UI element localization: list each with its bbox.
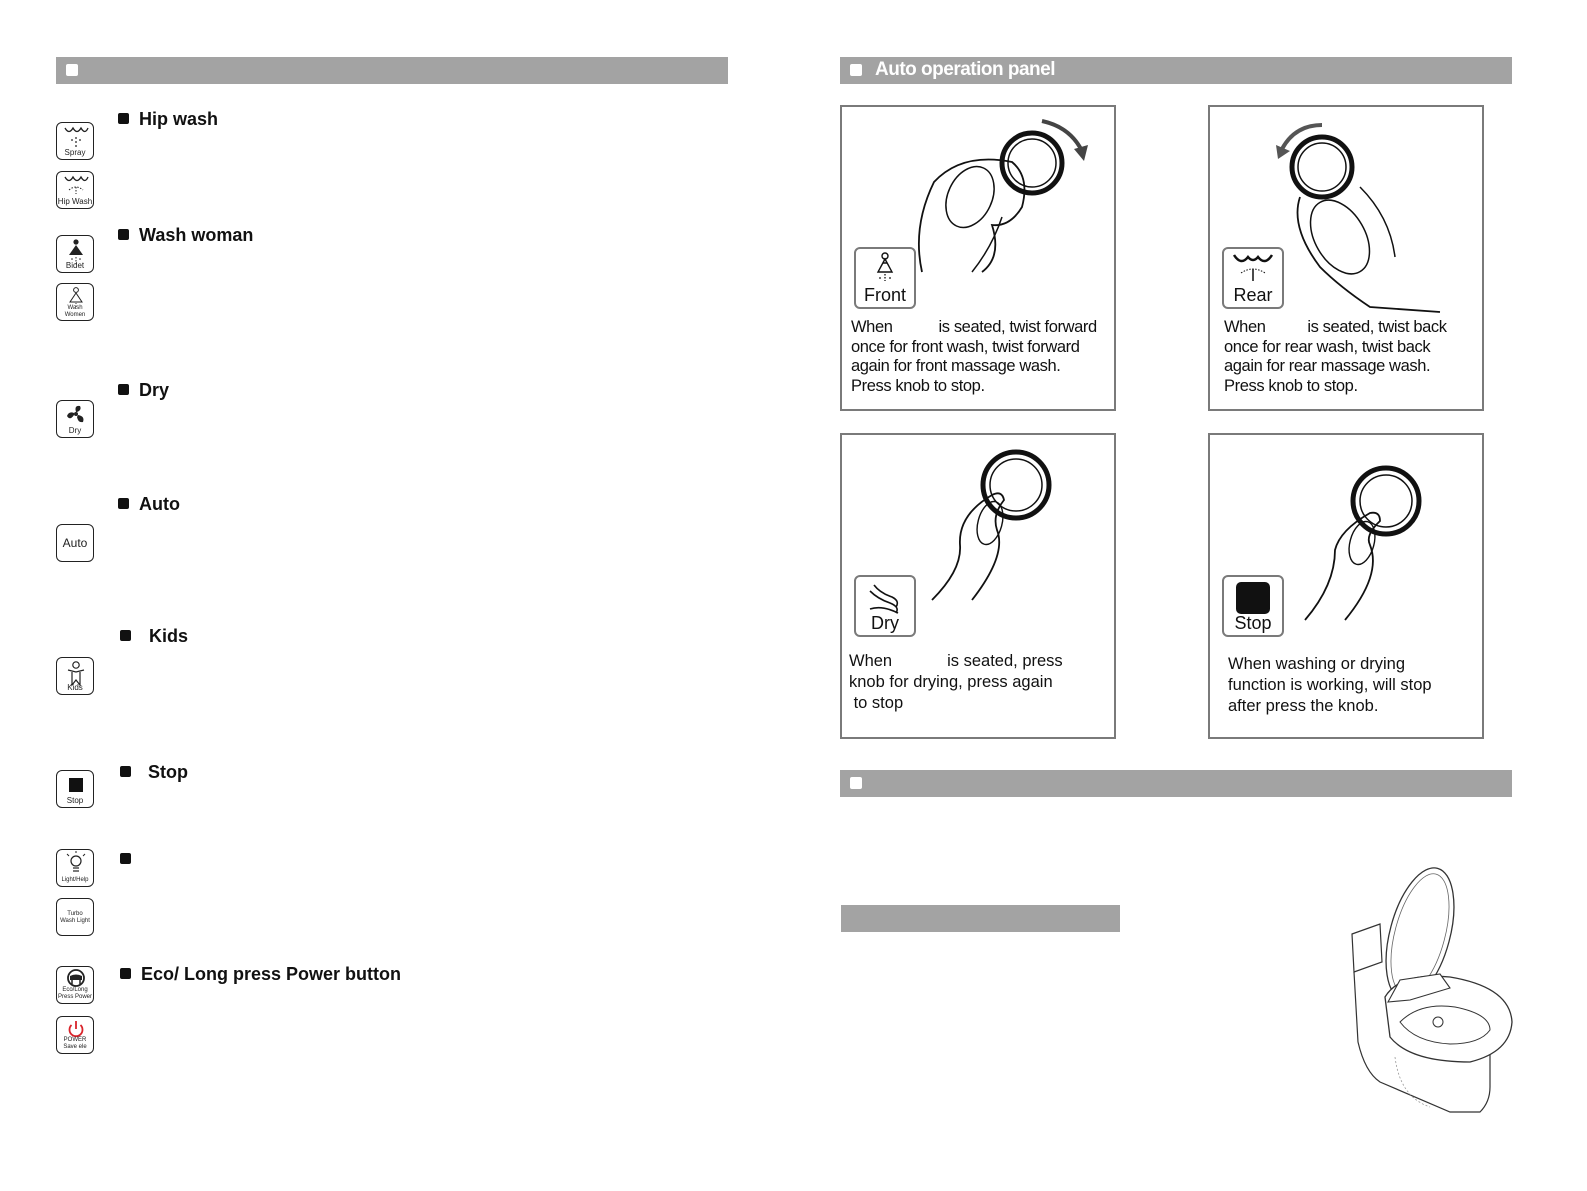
front-wash-icon-box: Front (854, 247, 916, 309)
bullet-icon (118, 384, 129, 395)
lower-section-header (840, 770, 1512, 797)
feature-stop: Stop (120, 762, 188, 783)
bullet-icon (120, 968, 131, 979)
feature-kids: Kids (120, 626, 188, 647)
auto-button[interactable]: Auto (56, 524, 94, 562)
dry-button[interactable]: Dry (56, 400, 94, 438)
header-square-icon (66, 64, 78, 76)
header-square-icon (850, 777, 862, 789)
feature-hip-wash: Hip wash (118, 109, 218, 130)
bullet-icon (118, 498, 129, 509)
bullet-icon (118, 229, 129, 240)
spray-button[interactable]: Spray (56, 122, 94, 160)
light-help-button[interactable]: Light/Help (56, 849, 94, 887)
bullet-icon (118, 113, 129, 124)
wash-women-button[interactable]: Wash Women (56, 283, 94, 321)
auto-panel-header (840, 57, 1512, 84)
feature-auto: Auto (118, 494, 180, 515)
hip-wash-button[interactable]: Hip Wash (56, 171, 94, 209)
stop-icon-box: Stop (1222, 575, 1284, 637)
left-section-header (56, 57, 728, 84)
sub-section-header (841, 905, 1120, 932)
bidet-button[interactable]: Bidet (56, 235, 94, 273)
turbo-wash-light-button[interactable]: Turbo Wash Light (56, 898, 94, 936)
stop-button[interactable]: Stop (56, 770, 94, 808)
feature-eco-power: Eco/ Long press Power button (120, 964, 401, 985)
feature-dry: Dry (118, 380, 169, 401)
front-wash-panel (840, 105, 1116, 411)
rear-wash-panel (1208, 105, 1484, 411)
feature-light (120, 849, 141, 870)
stop-instructions: When washing or drying function is working, will stop after press the knob. (1228, 655, 1432, 715)
feature-wash-woman: Wash woman (118, 225, 253, 246)
dry-panel (840, 433, 1116, 739)
front-wash-instructions: When is seated, twist forward once for front wash, twist forward again for front massage wash. Press knob to stop. (851, 318, 1097, 395)
stop-panel (1208, 433, 1484, 739)
header-square-icon (850, 64, 862, 76)
rear-wash-icon-box: Rear (1222, 247, 1284, 309)
eco-long-press-power-button[interactable]: Eco/Long Press Power (56, 966, 94, 1004)
rear-wash-instructions: When is seated, twist back once for rear wash, twist back again for rear massage wash. Press knob to stop. (1224, 318, 1447, 395)
kids-button[interactable]: Kids (56, 657, 94, 695)
power-save-button[interactable]: POWER Save ele (56, 1016, 94, 1054)
bullet-icon (120, 630, 131, 641)
dry-instructions: When is seated, press knob for drying, press again to stop (849, 652, 1063, 712)
auto-panel-title: Auto operation panel (875, 59, 1055, 80)
smart-toilet-illustration (1340, 862, 1530, 1122)
dry-icon-box: Dry (854, 575, 916, 637)
bullet-icon (120, 766, 131, 777)
bullet-icon (120, 853, 131, 864)
